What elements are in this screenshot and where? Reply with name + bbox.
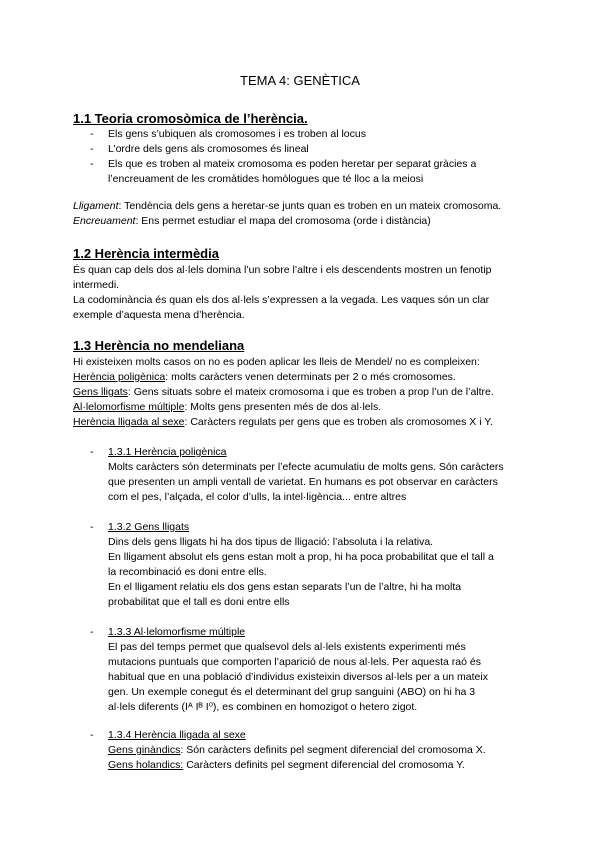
bullet-dash: - (90, 128, 94, 140)
page-title: TEMA 4: GENÈTICA (240, 73, 360, 88)
definition-term: Gens ginàndics (108, 744, 181, 756)
section-heading-1-2: 1.2 Herència intermèdia (73, 246, 219, 261)
definition-line (73, 415, 493, 430)
bullet-item: L’ordre dels gens als cromosomes és lineal (108, 143, 309, 155)
paragraph-line: mutacions puntuals que comporten l’aparició de nous al·lels. Per aquesta raó és (108, 656, 481, 668)
section-heading-1-3: 1.3 Herència no mendeliana (73, 338, 245, 353)
definition-term: Lligament (73, 200, 119, 212)
definition-line (73, 370, 456, 385)
paragraph-line: Molts caràcters són determinats per l’efecte acumulatiu de molts gens. Són caràcters (108, 461, 504, 473)
paragraph-line: Hi existeixen molts casos on no es poden aplicar les lleis de Mendel/ no es compleixen: (73, 356, 480, 368)
paragraph-line: És quan cap dels dos al·lels domina l’un sobre l’altre i els descendents mostren un fenotip (73, 264, 492, 276)
bullet-item-continued: l’encreuament de les cromàtides homòlogues que té lloc a la meiosi (108, 173, 424, 185)
paragraph-line: al·lels diferents (Iᴬ Iᴮ I⁰), es combinen en homozigot o hetero zigot. (108, 701, 418, 713)
bullet-item: Els que es troben al mateix cromosoma es poden heretar per separat gràcies a (108, 158, 477, 170)
bullet-dash: - (90, 143, 94, 155)
section-heading-1-1: 1.1 Teoria cromosòmica de l’herència. (73, 111, 308, 126)
bullet-dash: - (90, 521, 94, 533)
definition-term: Herència poligènica (73, 371, 166, 383)
paragraph-line: intermedi. (73, 279, 120, 291)
definition-text: : Molts gens presenten més de dos al·lels. (184, 401, 382, 413)
bullet-dash: - (90, 446, 94, 458)
subsection-title-1-3-2: 1.3.2 Gens lligats (108, 521, 190, 533)
definition-text: : Ens permet estudiar el mapa del cromosoma (orde i distància) (135, 215, 431, 227)
paragraph-line: Dins dels gens lligats hi ha dos tipus de lligació: l’absoluta i la relativa. (108, 536, 434, 548)
definition-line (73, 385, 494, 400)
definition-term: Encreuament (73, 215, 136, 227)
bullet-dash: - (90, 729, 94, 741)
definition-text: Caràcters definits pel segment diferencial del cromosoma Y. (183, 759, 465, 771)
definition-line (108, 743, 486, 758)
definition-encreuament (73, 214, 431, 229)
bullet-item: Els gens s’ubiquen als cromosomes i es troben al locus (108, 128, 366, 140)
definition-text: : molts caràcters venen determinats per 2 o més cromosomes. (165, 371, 456, 383)
paragraph-line: exemple d’aquesta mena d’herència. (73, 309, 245, 321)
definition-term: Gens lligats (73, 386, 128, 398)
subsection-title-1-3-4: 1.3.4 Herència lligada al sexe (108, 729, 246, 741)
paragraph-line: En lligament absolut els gens estan molt a prop, hi ha poca probabilitat que el tall a (108, 551, 494, 563)
definition-term: Herència lligada al sexe (73, 416, 185, 428)
paragraph-line: la recombinació es doni entre ells. (108, 566, 267, 578)
definition-text: : Caràcters regulats per gens que es troben als cromosomes X i Y. (184, 416, 493, 428)
paragraph-line: En el lligament relatiu els dos gens estan separats l’un de l’altre, hi ha molta (108, 581, 462, 593)
paragraph-line: que presenten un ampli ventall de varietat. En humans es pot observar en caràcters (108, 476, 498, 488)
paragraph-line: com el pes, l’alçada, el color d’ulls, la intel·ligència... entre altres (108, 491, 407, 503)
definition-term: Gens holandics: (108, 759, 184, 771)
definition-line (108, 758, 465, 773)
definition-term: Al·lelomorfisme múltiple (73, 401, 185, 413)
paragraph-line: probabilitat que el tall es doni entre ells (108, 596, 290, 608)
paragraph-line: El pas del temps permet que qualsevol dels al·lels existents experimenti més (108, 641, 466, 653)
bullet-dash: - (90, 626, 94, 638)
paragraph-line: gen. Un exemple conegut és el determinant del grup sanguini (ABO) on hi ha 3 (108, 686, 476, 698)
subsection-title-1-3-3: 1.3.3 Al·lelomorfisme múltiple (108, 626, 246, 638)
paragraph-line: habitual que en una població d’individus existeixin diversos al·lels per a un mateix (108, 671, 488, 683)
definition-lligament (73, 199, 501, 214)
definition-line (73, 400, 381, 415)
bullet-dash: - (90, 158, 94, 170)
subsection-title-1-3-1: 1.3.1 Herència poligènica (108, 446, 227, 458)
definition-text: : Tendència dels gens a heretar-se junts quan es troben en un mateix cromosoma. (118, 200, 502, 212)
definition-text: : Són caràcters definits pel segment diferencial del cromosoma X. (180, 744, 486, 756)
paragraph-line: La codominància és quan els dos al·lels s’expressen a la vegada. Les vaques són un clar (73, 294, 490, 306)
definition-text: : Gens situats sobre el mateix cromosoma i que es troben a prop l’un de l’altre. (127, 386, 494, 398)
